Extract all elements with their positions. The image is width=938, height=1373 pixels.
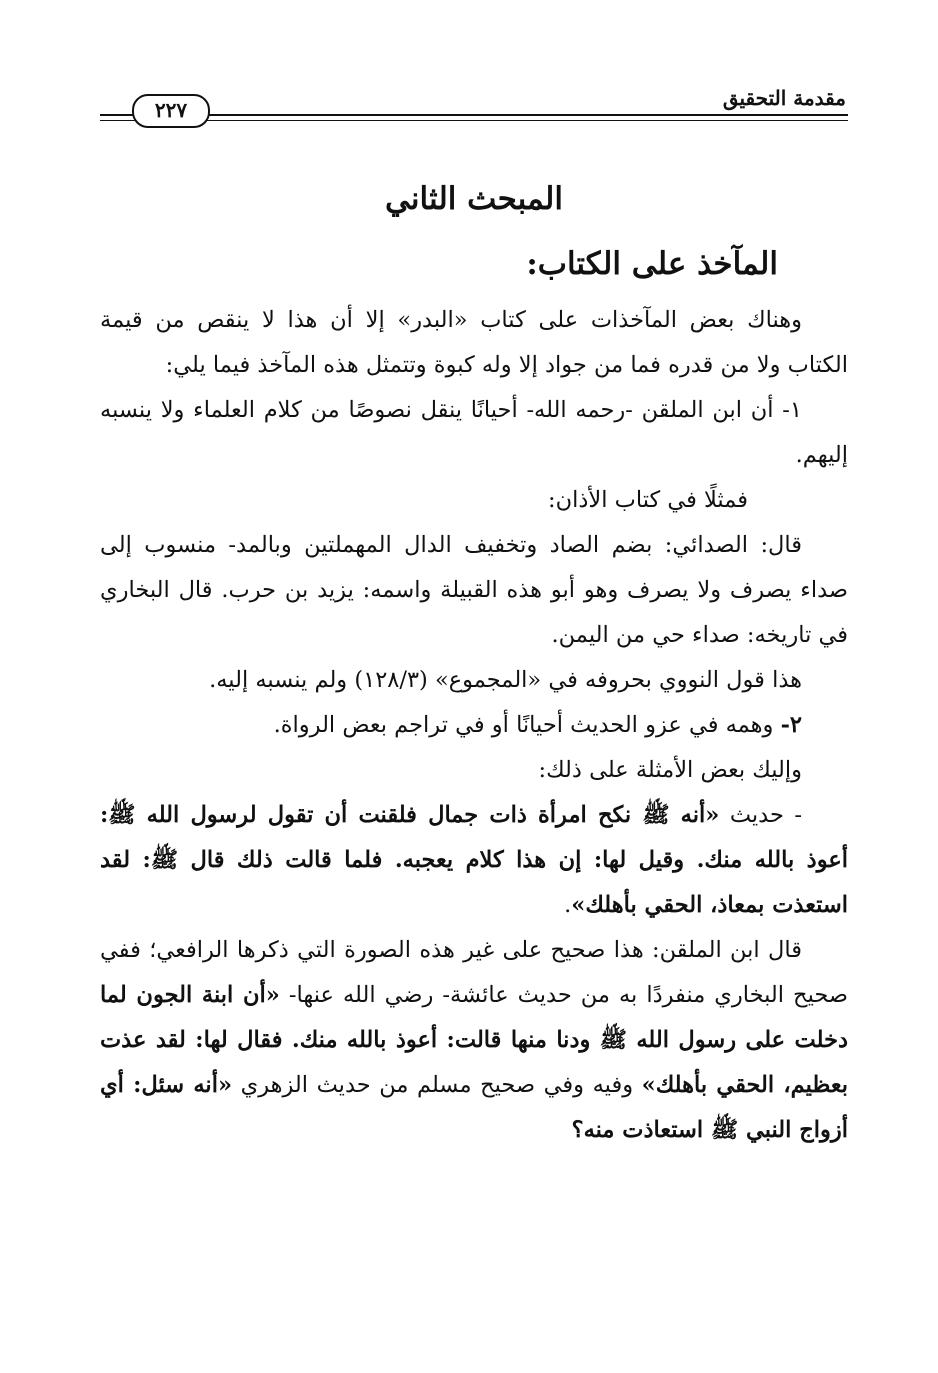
paragraph-7: وإليك بعض الأمثلة على ذلك: [538,757,802,783]
commentary-b: وفيه وفي صحيح مسلم من حديث الزهري [232,1072,642,1098]
paragraph-9 [100,928,848,1153]
hadith-quote-1: «أن ابنة الجون لما دخلت على رسول الله ﷺ ودنا منها قالت: أعوذ بالله منك. فقال لها: لقد عذت بعظيم، الحقي بأهلك» [100,982,848,1098]
commentary-a: قال ابن الملقن: هذا صحيح على غير هذه الصورة التي ذكرها الرافعي؛ ففي صحيح البخاري منفردًا به من حديث عائشة- رضي الله عنها- [100,937,849,1008]
item-text: وهمه في عزو الحديث أحيانًا أو في تراجم بعض الرواة. [273,712,781,738]
page-header [100,82,848,126]
paragraph-2: ١- أن ابن الملقن -رحمه الله- أحيانًا ينقل نصوصًا من كلام العلماء ولا ينسبه إليهم. [100,397,848,468]
item-number: ٢- [780,712,802,738]
page-body [100,170,848,1153]
paragraph-6 [100,703,848,748]
running-title: مقدمة التحقيق [722,86,846,110]
section-title: المبحث الثاني [385,181,563,217]
paragraph-5: هذا قول النووي بحروفه في «المجموع» (١٢٨/٣) ولم ينسبه إليه. [209,667,802,693]
header-rule-top [100,114,848,116]
paragraph-4: قال: الصدائي: بضم الصاد وتخفيف الدال المهملتين وبالمد- منسوب إلى صداء يصرف ولا يصرف وهو أبو هذه القبيلة واسمه: يزيد بن حرب. قال البخاري في تاريخه: صداء حي من اليمن. [100,532,848,648]
hadith-end: . [564,892,572,918]
hadith-quote-2: «أنه سئل: أي أزواج النبي ﷺ استعاذت منه؟ [100,1072,848,1143]
paragraph-8 [100,793,848,928]
hadith-text: «أنه ﷺ نكح امرأة ذات جمال فلقنت أن تقول لرسول الله ﷺ: أعوذ بالله منك. وقيل لها: إن هذا كلام يعجبه. فلما قالت ذلك قال ﷺ: لقد استعذت بمعاذ، الحقي بأهلك» [100,802,848,918]
paragraph-1: وهناك بعض المآخذات على كتاب «البدر» إلا أن هذا لا ينقص من قيمة الكتاب ولا من قدره فما من جواد إلا وله كبوة وتتمثل هذه المآخذ فيما يلي: [100,307,848,378]
paragraph-3: فمثلًا في كتاب الأذان: [548,487,748,513]
hadith-lead: - حديث [719,802,802,828]
sub-title: المآخذ على الكتاب: [526,246,778,282]
header-rule-bottom [100,120,848,121]
page-number-badge: ٢٢٧ [132,94,210,128]
